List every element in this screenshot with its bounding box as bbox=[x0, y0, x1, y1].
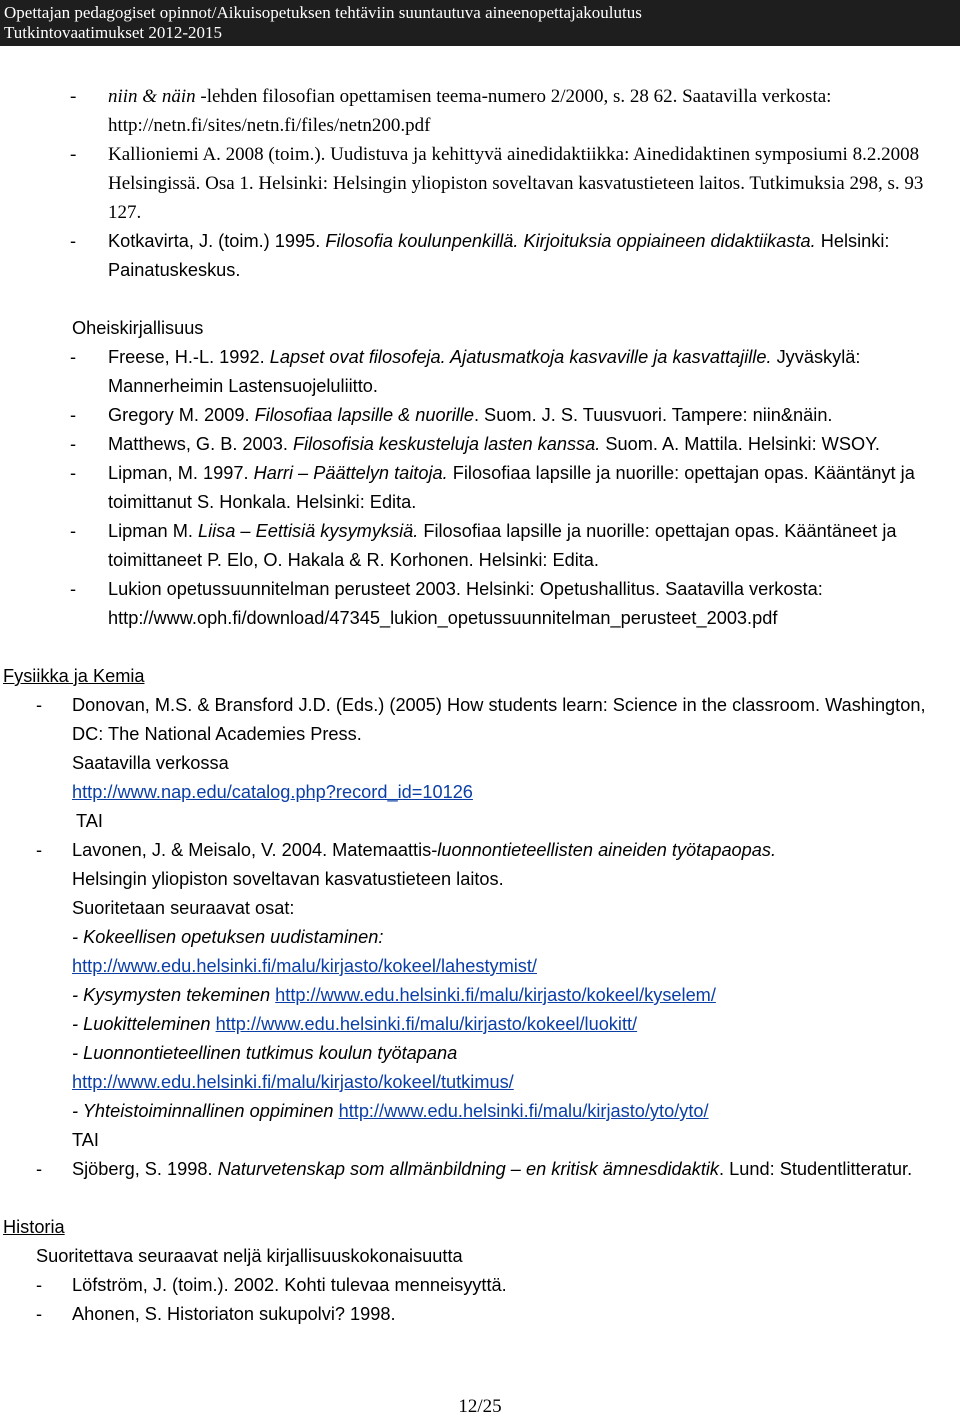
historia-intro: Suoritettava seuraavat neljä kirjallisuuskokonaisuutta bbox=[36, 1246, 463, 1266]
or-label: TAI bbox=[76, 811, 103, 831]
part-link-kyselem[interactable]: http://www.edu.helsinki.fi/malu/kirjasto/kokeel/kyselem/ bbox=[275, 985, 716, 1005]
ref-title: Naturvetenskap som allmänbildning – en kritisk ämnesdidaktik bbox=[217, 1159, 720, 1179]
list-dash: - bbox=[70, 231, 77, 251]
part-label: - Luokitteleminen bbox=[72, 1014, 211, 1034]
list-item-donovan bbox=[0, 691, 960, 836]
ref-text: Kallioniemi A. 2008 (toim.). Uudistuva ja kehittyvä ainedidaktiikka: Ainedidaktinen symposiumi 8.2.2008 Helsingissä. Osa 1. Helsinki: Helsingin yliopiston soveltavan kasvatustieteen laitos. Tutkimuksia 298, s. 93 127. bbox=[108, 144, 924, 223]
list-dash: - bbox=[70, 144, 77, 165]
part-link-yto[interactable]: http://www.edu.helsinki.fi/malu/kirjasto/yto/yto/ bbox=[338, 1101, 709, 1121]
ref-author: Matthews, G. B. 2003. bbox=[108, 434, 293, 454]
part-label: - Luonnontieteellinen tutkimus koulun työtapana bbox=[72, 1043, 458, 1063]
list-item-kallioniemi bbox=[0, 140, 960, 227]
list-dash: - bbox=[36, 840, 43, 860]
list-item-lipman-liisa bbox=[0, 517, 960, 575]
page-number: 12/25 bbox=[458, 1396, 502, 1417]
ref-author: Lipman, M. 1997. bbox=[108, 463, 254, 483]
ref-text: Donovan, M.S. & Bransford J.D. (Eds.) (2005) How students learn: Science in the classroom. Washington, DC: The National Academies Press. bbox=[72, 695, 926, 744]
ref-details: . Lund: Studentlitteratur. bbox=[719, 1159, 913, 1179]
part-link-lahestymist[interactable]: http://www.edu.helsinki.fi/malu/kirjasto/kokeel/lahestymist/ bbox=[72, 956, 537, 976]
or-label: TAI bbox=[72, 1130, 99, 1150]
list-item-lofstrom bbox=[0, 1271, 960, 1300]
list-dash: - bbox=[36, 1304, 43, 1324]
part-label: - Yhteistoiminnallinen oppiminen bbox=[72, 1101, 334, 1121]
nap-catalog-link[interactable]: http://www.nap.edu/catalog.php?record_id=10126 bbox=[72, 782, 473, 802]
ref-title: Liisa – Eettisiä kysymyksiä. bbox=[197, 521, 419, 541]
ref-text: Lukion opetussuunnitelman perusteet 2003. Helsinki: Opetushallitus. Saatavilla verkosta: bbox=[108, 579, 823, 599]
ref-details: Filosofiaa lapsille ja nuorille: opettajan opas. Kääntäneet ja toimittaneet P. Elo, O. Hakala & R. Korhonen. Helsinki: Edita. bbox=[108, 521, 897, 570]
spacer bbox=[0, 285, 960, 314]
list-item-kotkavirta bbox=[0, 227, 960, 285]
section-heading-historia: Historia bbox=[3, 1217, 65, 1237]
ref-details: -lehden filosofian opettamisen teema-numero 2/2000, s. 28 62. Saatavilla verkosta: http://netn.fi/sites/netn.fi/files/netn200.pdf bbox=[108, 86, 832, 136]
ref-author: Kotkavirta, J. (toim.) 1995. bbox=[108, 231, 326, 251]
list-dash: - bbox=[36, 1275, 43, 1295]
list-dash: - bbox=[70, 434, 77, 454]
list-item-freese bbox=[0, 343, 960, 401]
ref-title: Filosofisia keskusteluja lasten kanssa. bbox=[293, 434, 601, 454]
list-dash: - bbox=[70, 405, 77, 425]
list-item-sjoberg bbox=[0, 1155, 960, 1184]
ref-author: Sjöberg, S. 1998. bbox=[72, 1159, 218, 1179]
ref-title: Filosofiaa lapsille & nuorille bbox=[254, 405, 474, 425]
ref-title: Harri – Päättelyn taitoja. bbox=[253, 463, 448, 483]
ref-details: Filosofiaa lapsille ja nuorille: opettajan opas. Kääntänyt ja toimittanut S. Honkala. Helsinki: Edita. bbox=[108, 463, 915, 512]
ref-author: Gregory M. 2009. bbox=[108, 405, 255, 425]
list-item-matthews bbox=[0, 430, 960, 459]
ref-text: Löfström, J. (toim.). 2002. Kohti tulevaa menneisyyttä. bbox=[72, 1275, 507, 1295]
list-dash: - bbox=[70, 579, 77, 599]
list-item-lipman-harri bbox=[0, 459, 960, 517]
part-link-luokitt[interactable]: http://www.edu.helsinki.fi/malu/kirjasto/kokeel/luokitt/ bbox=[215, 1014, 638, 1034]
availability-label: Saatavilla verkossa bbox=[72, 753, 229, 773]
list-item-lukion-ops bbox=[0, 575, 960, 633]
list-dash: - bbox=[70, 347, 77, 367]
part-link-tutkimus[interactable]: http://www.edu.helsinki.fi/malu/kirjasto/kokeel/tutkimus/ bbox=[72, 1072, 514, 1092]
list-item-niin-nain bbox=[0, 82, 960, 140]
list-dash: - bbox=[70, 463, 77, 483]
list-dash: - bbox=[70, 521, 77, 541]
list-item-ahonen bbox=[0, 1300, 960, 1329]
ref-title: Lapset ovat filosofeja. Ajatusmatkoja kasvaville ja kasvattajille. bbox=[269, 347, 772, 367]
ref-title: luonnontieteellisten aineiden työtapaopas. bbox=[437, 840, 777, 860]
ref-details: . Suom. J. S. Tuusvuori. Tampere: niin&näin. bbox=[473, 405, 833, 425]
document-body bbox=[0, 82, 960, 1329]
ref-author: Freese, H.-L. 1992. bbox=[108, 347, 270, 367]
list-dash: - bbox=[36, 1159, 43, 1179]
ref-details: Helsinki: Painatuskeskus. bbox=[108, 231, 890, 280]
parts-intro: Suoritetaan seuraavat osat: bbox=[72, 898, 295, 918]
ref-url: http://www.oph.fi/download/47345_lukion_opetussuunnitelman_perusteet_2003.pdf bbox=[108, 608, 778, 628]
header-curriculum-years: Tutkintovaatimukset 2012-2015 bbox=[4, 23, 223, 42]
part-label: - Kysymysten tekeminen bbox=[72, 985, 271, 1005]
ref-title: niin & näin bbox=[108, 86, 196, 107]
ref-title: Filosofia koulunpenkillä. Kirjoituksia oppiaineen didaktiikasta. bbox=[325, 231, 816, 251]
part-label: - Kokeellisen opetuksen uudistaminen: bbox=[72, 927, 384, 947]
section-subtitle-oheiskirjallisuus: Oheiskirjallisuus bbox=[72, 318, 204, 338]
ref-author: Lavonen, J. & Meisalo, V. 2004. Matemaattis- bbox=[72, 840, 438, 860]
ref-details: Suom. A. Mattila. Helsinki: WSOY. bbox=[600, 434, 880, 454]
list-dash: - bbox=[36, 695, 43, 715]
ref-details: Jyväskylä: Mannerheimin Lastensuojeluliitto. bbox=[108, 347, 861, 396]
header-program-title: Opettajan pedagogiset opinnot/Aikuisopetuksen tehtäviin suuntautuva aineenopettajakoulutus bbox=[4, 3, 642, 22]
document-header bbox=[0, 0, 960, 46]
section-heading-fysiikka-kemia: Fysiikka ja Kemia bbox=[3, 666, 145, 686]
list-item-lavonen bbox=[0, 836, 960, 1155]
ref-publisher: Helsingin yliopiston soveltavan kasvatustieteen laitos. bbox=[72, 869, 504, 889]
list-item-gregory bbox=[0, 401, 960, 430]
list-dash: - bbox=[70, 86, 77, 107]
ref-author: Lipman M. bbox=[108, 521, 198, 541]
ref-text: Ahonen, S. Historiaton sukupolvi? 1998. bbox=[72, 1304, 396, 1324]
